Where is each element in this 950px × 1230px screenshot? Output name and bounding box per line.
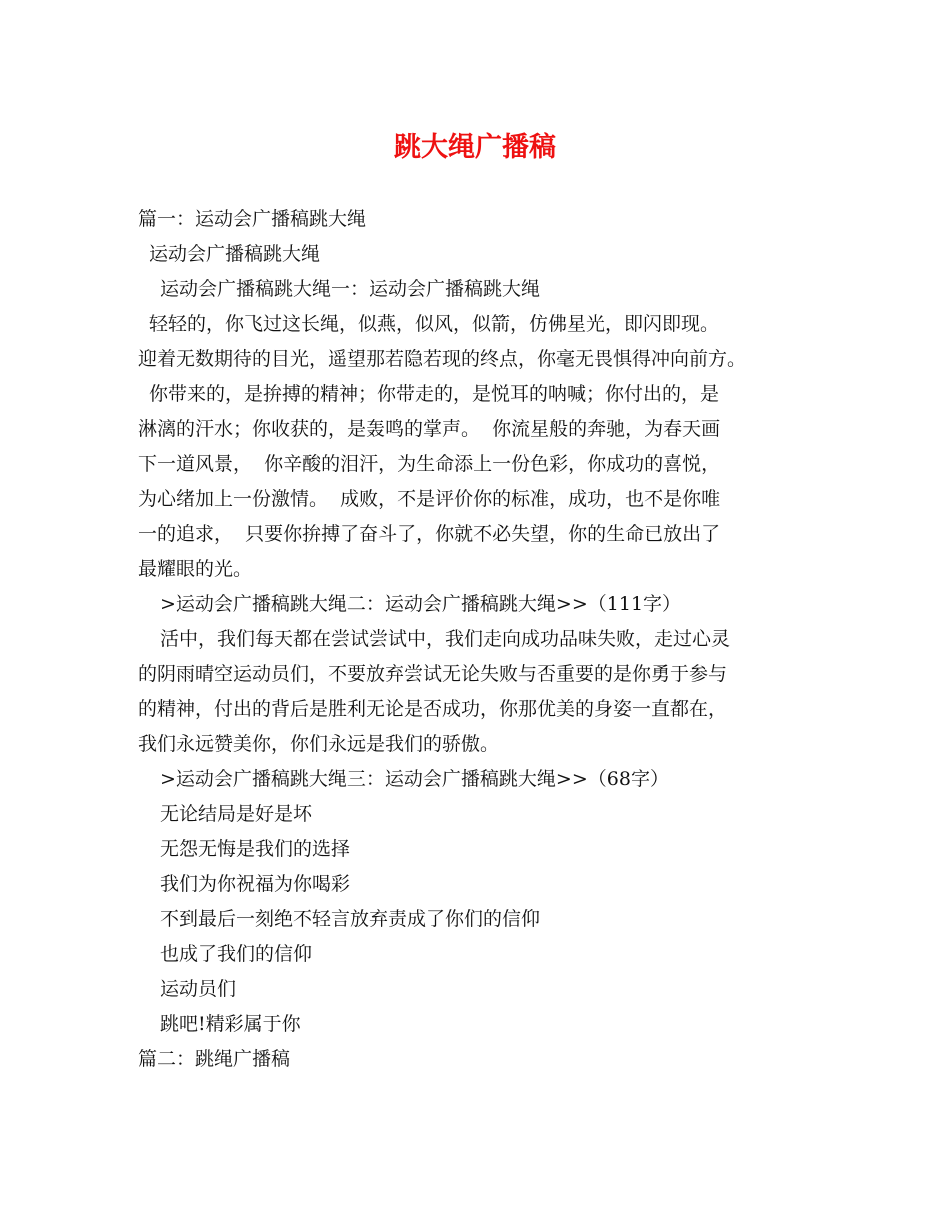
text-line: 淋漓的汗水；你收获的，是轰鸣的掌声。 你流星般的奔驰，为春天画: [138, 418, 721, 440]
text-line: 最耀眼的光。: [138, 558, 253, 580]
document-title: 跳大绳广播稿: [394, 132, 556, 163]
text-line: 迎着无数期待的目光，遥望那若隐若现的终点，你毫无畏惧得冲向前方。: [138, 348, 747, 370]
text-line: 的精神，付出的背后是胜利无论是否成功，你那优美的身姿一直都在，: [138, 698, 728, 720]
text-line: 不到最后一刻绝不轻言放弃责成了你们的信仰: [160, 908, 541, 930]
text-line: 活中，我们每天都在尝试尝试中，我们走向成功品味失败，走过心灵: [160, 628, 731, 650]
document-body: [138, 202, 838, 1077]
text-line: 无怨无悔是我们的选择: [160, 838, 351, 860]
text-line: 下一道风景， 你辛酸的泪汗，为生命添上一份色彩，你成功的喜悦，: [138, 453, 721, 475]
text-line: 轻轻的，你飞过这长绳，似燕，似风，似箭，仿佛星光，即闪即现。: [149, 313, 720, 335]
text-line: 运动员们: [160, 978, 237, 1000]
text-line: 也成了我们的信仰: [160, 943, 313, 965]
text-line: 我们永远赞美你，你们永远是我们的骄傲。: [138, 733, 500, 755]
text-line: 篇一：运动会广播稿跳大绳: [138, 208, 367, 230]
text-line: 的阴雨晴空运动员们，不要放弃尝试无论失败与否重要的是你勇于参与: [138, 663, 728, 685]
text-line: >运动会广播稿跳大绳二：运动会广播稿跳大绳>>（111字）: [160, 593, 682, 615]
text-line: 无论结局是好是坏: [160, 803, 313, 825]
text-line: 为心绪加上一份激情。 成败，不是评价你的标准，成功，也不是你唯: [138, 488, 721, 510]
text-line: >运动会广播稿跳大绳三：运动会广播稿跳大绳>>（68字）: [160, 768, 669, 790]
text-line: 你带来的，是拚搏的精神；你带走的，是悦耳的呐喊；你付出的，是: [149, 383, 720, 405]
text-line: 运动会广播稿跳大绳: [149, 243, 321, 265]
text-line: 篇二：跳绳广播稿: [138, 1048, 291, 1070]
text-line: 运动会广播稿跳大绳一：运动会广播稿跳大绳: [160, 278, 541, 300]
text-line: 我们为你祝福为你喝彩: [160, 873, 351, 895]
text-line: 一的追求， 只要你拚搏了奋斗了，你就不必失望，你的生命已放出了: [138, 523, 721, 545]
text-line: 跳吧!精彩属于你: [160, 1013, 301, 1035]
